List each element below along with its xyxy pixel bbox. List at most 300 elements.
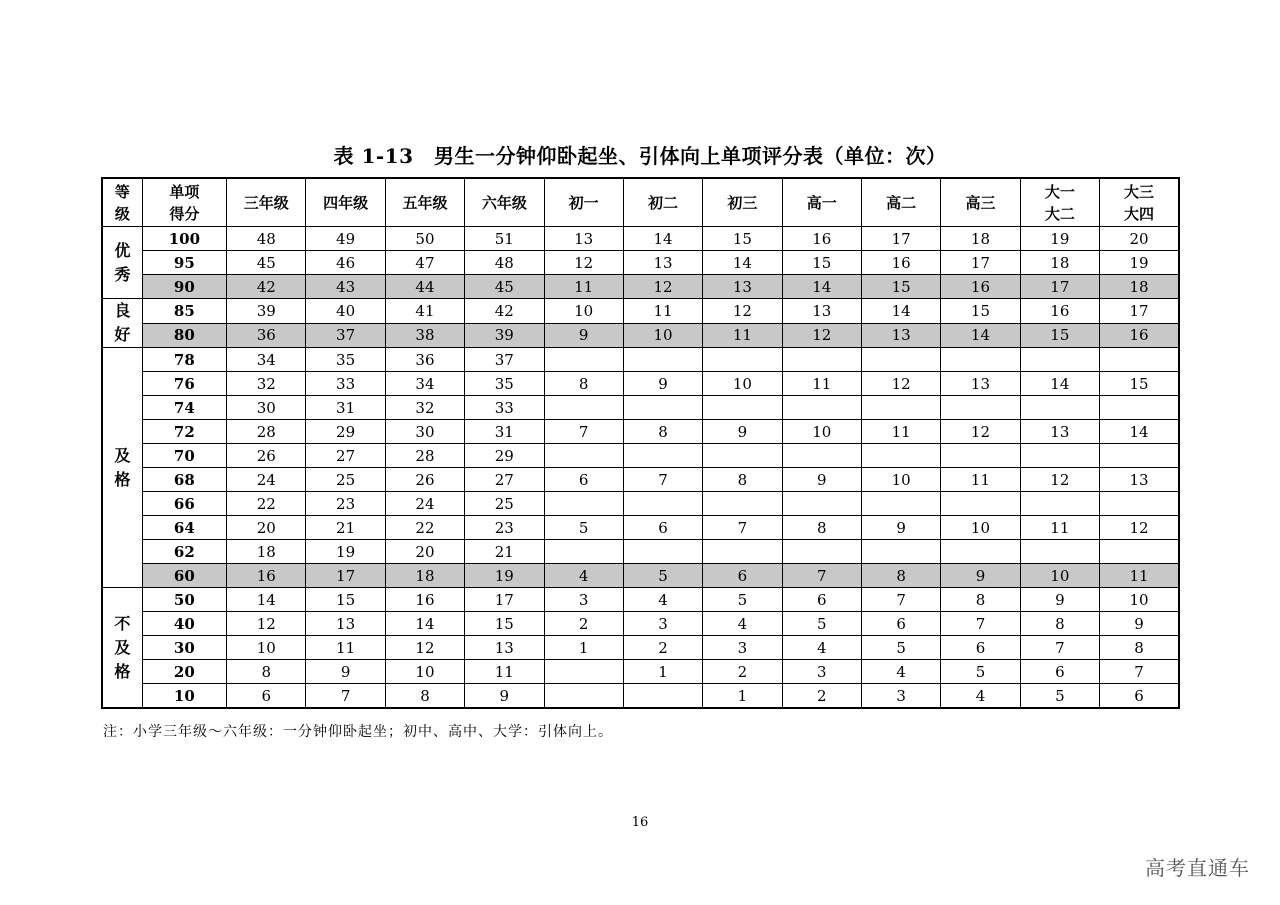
value-cell: 32 <box>385 396 464 420</box>
header-col: 大一 大二 <box>1020 178 1099 227</box>
value-cell: 19 <box>1100 251 1179 275</box>
score-cell: 78 <box>142 348 226 372</box>
table-row <box>102 468 1179 492</box>
value-cell <box>861 396 940 420</box>
value-cell: 11 <box>1100 564 1179 588</box>
table-row <box>102 275 1179 299</box>
value-cell: 19 <box>306 540 385 564</box>
value-cell: 13 <box>623 251 702 275</box>
value-cell: 3 <box>703 636 782 660</box>
score-cell: 95 <box>142 251 226 275</box>
table-row <box>102 540 1179 564</box>
value-cell: 13 <box>544 227 623 251</box>
score-cell: 40 <box>142 612 226 636</box>
value-cell: 12 <box>227 612 306 636</box>
value-cell: 20 <box>227 516 306 540</box>
value-cell: 18 <box>385 564 464 588</box>
value-cell: 37 <box>306 323 385 348</box>
value-cell: 8 <box>1020 612 1099 636</box>
table-row <box>102 372 1179 396</box>
value-cell: 8 <box>941 588 1020 612</box>
value-cell: 31 <box>306 396 385 420</box>
value-cell: 6 <box>227 684 306 709</box>
value-cell <box>623 348 702 372</box>
value-cell: 12 <box>861 372 940 396</box>
value-cell: 11 <box>941 468 1020 492</box>
value-cell: 11 <box>703 323 782 348</box>
value-cell: 6 <box>703 564 782 588</box>
value-cell: 15 <box>941 299 1020 324</box>
value-cell: 33 <box>465 396 544 420</box>
header-col: 初三 <box>703 178 782 227</box>
value-cell: 8 <box>623 420 702 444</box>
value-cell: 11 <box>465 660 544 684</box>
grade-label: 及 格 <box>102 348 142 588</box>
header-col: 六年级 <box>465 178 544 227</box>
value-cell: 9 <box>1020 588 1099 612</box>
value-cell: 30 <box>227 396 306 420</box>
value-cell: 2 <box>544 612 623 636</box>
value-cell: 8 <box>227 660 306 684</box>
value-cell: 14 <box>623 227 702 251</box>
table-row <box>102 612 1179 636</box>
value-cell: 2 <box>623 636 702 660</box>
value-cell: 13 <box>306 612 385 636</box>
value-cell: 15 <box>306 588 385 612</box>
value-cell: 6 <box>1020 660 1099 684</box>
value-cell: 41 <box>385 299 464 324</box>
value-cell: 8 <box>861 564 940 588</box>
value-cell: 21 <box>465 540 544 564</box>
value-cell: 25 <box>306 468 385 492</box>
grade-label: 优 秀 <box>102 227 142 299</box>
value-cell: 34 <box>227 348 306 372</box>
value-cell: 37 <box>465 348 544 372</box>
score-cell: 50 <box>142 588 226 612</box>
value-cell: 10 <box>227 636 306 660</box>
value-cell: 14 <box>1020 372 1099 396</box>
value-cell: 4 <box>623 588 702 612</box>
value-cell: 9 <box>623 372 702 396</box>
value-cell: 6 <box>1100 684 1179 709</box>
value-cell: 10 <box>623 323 702 348</box>
value-cell: 28 <box>385 444 464 468</box>
value-cell <box>1020 492 1099 516</box>
value-cell: 9 <box>1100 612 1179 636</box>
value-cell: 24 <box>385 492 464 516</box>
score-cell: 80 <box>142 323 226 348</box>
value-cell: 33 <box>306 372 385 396</box>
value-cell: 14 <box>227 588 306 612</box>
table-title: 表 1-13 男生一分钟仰卧起坐、引体向上单项评分表（单位：次） <box>333 144 947 168</box>
value-cell: 12 <box>385 636 464 660</box>
value-cell <box>782 348 861 372</box>
table-row <box>102 660 1179 684</box>
header-grade: 等 级 <box>102 178 142 227</box>
value-cell <box>1020 540 1099 564</box>
value-cell: 10 <box>1100 588 1179 612</box>
value-cell: 9 <box>306 660 385 684</box>
value-cell: 12 <box>703 299 782 324</box>
value-cell: 9 <box>703 420 782 444</box>
value-cell: 8 <box>544 372 623 396</box>
value-cell <box>941 444 1020 468</box>
value-cell: 17 <box>465 588 544 612</box>
header-col: 高三 <box>941 178 1020 227</box>
header-col: 初一 <box>544 178 623 227</box>
value-cell: 48 <box>227 227 306 251</box>
value-cell <box>544 492 623 516</box>
value-cell: 8 <box>782 516 861 540</box>
value-cell: 48 <box>465 251 544 275</box>
value-cell <box>623 396 702 420</box>
grade-label: 不 及 格 <box>102 588 142 709</box>
value-cell <box>1100 396 1179 420</box>
score-cell: 90 <box>142 275 226 299</box>
value-cell <box>861 348 940 372</box>
value-cell: 10 <box>385 660 464 684</box>
value-cell: 12 <box>1100 516 1179 540</box>
value-cell: 8 <box>703 468 782 492</box>
value-cell: 17 <box>861 227 940 251</box>
header-col: 高一 <box>782 178 861 227</box>
score-cell: 62 <box>142 540 226 564</box>
value-cell <box>861 444 940 468</box>
value-cell: 11 <box>306 636 385 660</box>
table-row <box>102 251 1179 275</box>
value-cell: 12 <box>782 323 861 348</box>
value-cell: 42 <box>227 275 306 299</box>
value-cell: 7 <box>861 588 940 612</box>
value-cell: 17 <box>1100 299 1179 324</box>
value-cell: 15 <box>1020 323 1099 348</box>
value-cell: 16 <box>861 251 940 275</box>
value-cell: 13 <box>1020 420 1099 444</box>
value-cell: 44 <box>385 275 464 299</box>
watermark: 高考直通车 <box>1145 856 1250 880</box>
value-cell: 12 <box>544 251 623 275</box>
value-cell: 14 <box>385 612 464 636</box>
value-cell: 29 <box>465 444 544 468</box>
table-row <box>102 564 1179 588</box>
scoring-table <box>101 177 1180 709</box>
value-cell <box>1100 492 1179 516</box>
value-cell: 11 <box>782 372 861 396</box>
value-cell: 16 <box>385 588 464 612</box>
value-cell: 11 <box>623 299 702 324</box>
value-cell: 28 <box>227 420 306 444</box>
value-cell: 20 <box>1100 227 1179 251</box>
value-cell <box>782 540 861 564</box>
score-cell: 85 <box>142 299 226 324</box>
value-cell: 7 <box>1100 660 1179 684</box>
value-cell: 15 <box>703 227 782 251</box>
value-cell <box>1100 540 1179 564</box>
value-cell: 13 <box>941 372 1020 396</box>
header-score: 单项 得分 <box>142 178 226 227</box>
value-cell: 9 <box>465 684 544 709</box>
value-cell: 26 <box>227 444 306 468</box>
value-cell: 22 <box>227 492 306 516</box>
value-cell <box>703 348 782 372</box>
value-cell <box>1100 348 1179 372</box>
value-cell <box>544 396 623 420</box>
value-cell: 3 <box>623 612 702 636</box>
value-cell <box>544 444 623 468</box>
table-row <box>102 444 1179 468</box>
value-cell: 10 <box>941 516 1020 540</box>
value-cell: 12 <box>623 275 702 299</box>
value-cell: 3 <box>782 660 861 684</box>
table-note: 注：小学三年级～六年级：一分钟仰卧起坐；初中、高中、大学：引体向上。 <box>103 724 613 740</box>
value-cell: 25 <box>465 492 544 516</box>
value-cell: 23 <box>465 516 544 540</box>
value-cell: 5 <box>782 612 861 636</box>
value-cell: 17 <box>941 251 1020 275</box>
value-cell: 19 <box>1020 227 1099 251</box>
value-cell: 20 <box>385 540 464 564</box>
score-cell: 70 <box>142 444 226 468</box>
table-row <box>102 396 1179 420</box>
value-cell: 24 <box>227 468 306 492</box>
value-cell: 14 <box>1100 420 1179 444</box>
value-cell: 5 <box>703 588 782 612</box>
value-cell: 11 <box>544 275 623 299</box>
value-cell: 36 <box>227 323 306 348</box>
score-cell: 66 <box>142 492 226 516</box>
value-cell <box>782 396 861 420</box>
value-cell: 31 <box>465 420 544 444</box>
value-cell <box>1020 396 1099 420</box>
value-cell: 4 <box>861 660 940 684</box>
value-cell: 14 <box>703 251 782 275</box>
value-cell: 43 <box>306 275 385 299</box>
value-cell <box>861 492 940 516</box>
value-cell: 50 <box>385 227 464 251</box>
value-cell: 7 <box>782 564 861 588</box>
score-cell: 64 <box>142 516 226 540</box>
value-cell: 16 <box>1100 323 1179 348</box>
score-cell: 100 <box>142 227 226 251</box>
value-cell: 6 <box>941 636 1020 660</box>
value-cell <box>623 492 702 516</box>
value-cell: 26 <box>385 468 464 492</box>
value-cell <box>703 492 782 516</box>
value-cell: 1 <box>544 636 623 660</box>
value-cell: 18 <box>227 540 306 564</box>
value-cell: 17 <box>1020 275 1099 299</box>
value-cell: 10 <box>703 372 782 396</box>
value-cell: 10 <box>861 468 940 492</box>
value-cell: 5 <box>623 564 702 588</box>
value-cell: 5 <box>544 516 623 540</box>
value-cell: 14 <box>861 299 940 324</box>
value-cell: 4 <box>544 564 623 588</box>
value-cell: 46 <box>306 251 385 275</box>
value-cell: 8 <box>385 684 464 709</box>
value-cell: 39 <box>227 299 306 324</box>
value-cell: 6 <box>544 468 623 492</box>
value-cell: 18 <box>1100 275 1179 299</box>
value-cell <box>544 660 623 684</box>
value-cell: 10 <box>782 420 861 444</box>
header-col: 四年级 <box>306 178 385 227</box>
value-cell: 15 <box>782 251 861 275</box>
value-cell: 27 <box>465 468 544 492</box>
value-cell: 5 <box>1020 684 1099 709</box>
value-cell <box>941 540 1020 564</box>
table-row <box>102 299 1179 324</box>
value-cell <box>623 684 702 709</box>
value-cell: 10 <box>544 299 623 324</box>
table-row <box>102 348 1179 372</box>
value-cell: 10 <box>1020 564 1099 588</box>
table-row <box>102 636 1179 660</box>
value-cell: 11 <box>1020 516 1099 540</box>
value-cell: 17 <box>306 564 385 588</box>
value-cell <box>941 348 1020 372</box>
value-cell: 8 <box>1100 636 1179 660</box>
value-cell: 47 <box>385 251 464 275</box>
value-cell <box>544 540 623 564</box>
value-cell <box>544 348 623 372</box>
value-cell: 16 <box>782 227 861 251</box>
score-cell: 30 <box>142 636 226 660</box>
value-cell: 7 <box>703 516 782 540</box>
value-cell: 45 <box>227 251 306 275</box>
value-cell <box>703 444 782 468</box>
value-cell: 2 <box>782 684 861 709</box>
value-cell: 35 <box>465 372 544 396</box>
value-cell: 15 <box>1100 372 1179 396</box>
value-cell: 49 <box>306 227 385 251</box>
value-cell: 7 <box>941 612 1020 636</box>
value-cell <box>544 684 623 709</box>
value-cell: 13 <box>465 636 544 660</box>
value-cell: 19 <box>465 564 544 588</box>
value-cell: 5 <box>941 660 1020 684</box>
value-cell: 14 <box>941 323 1020 348</box>
value-cell: 51 <box>465 227 544 251</box>
value-cell: 9 <box>544 323 623 348</box>
value-cell <box>861 540 940 564</box>
value-cell <box>703 540 782 564</box>
value-cell: 4 <box>941 684 1020 709</box>
value-cell <box>1100 444 1179 468</box>
value-cell: 15 <box>861 275 940 299</box>
value-cell: 6 <box>623 516 702 540</box>
value-cell: 18 <box>1020 251 1099 275</box>
value-cell: 1 <box>623 660 702 684</box>
value-cell <box>782 492 861 516</box>
score-cell: 10 <box>142 684 226 709</box>
value-cell <box>623 444 702 468</box>
value-cell: 5 <box>861 636 940 660</box>
score-cell: 76 <box>142 372 226 396</box>
value-cell: 39 <box>465 323 544 348</box>
score-cell: 20 <box>142 660 226 684</box>
value-cell: 29 <box>306 420 385 444</box>
value-cell: 16 <box>227 564 306 588</box>
value-cell: 9 <box>941 564 1020 588</box>
value-cell <box>703 396 782 420</box>
value-cell: 30 <box>385 420 464 444</box>
value-cell <box>941 396 1020 420</box>
value-cell: 13 <box>703 275 782 299</box>
value-cell: 4 <box>782 636 861 660</box>
value-cell: 35 <box>306 348 385 372</box>
value-cell: 38 <box>385 323 464 348</box>
header-col: 初二 <box>623 178 702 227</box>
table-row <box>102 516 1179 540</box>
table-body <box>102 227 1179 709</box>
value-cell: 12 <box>1020 468 1099 492</box>
table-row <box>102 492 1179 516</box>
value-cell: 12 <box>941 420 1020 444</box>
value-cell <box>941 492 1020 516</box>
score-cell: 60 <box>142 564 226 588</box>
value-cell: 7 <box>1020 636 1099 660</box>
value-cell: 40 <box>306 299 385 324</box>
value-cell <box>623 540 702 564</box>
value-cell: 7 <box>623 468 702 492</box>
value-cell: 9 <box>782 468 861 492</box>
value-cell: 7 <box>306 684 385 709</box>
value-cell: 13 <box>1100 468 1179 492</box>
value-cell: 13 <box>861 323 940 348</box>
page-number: 16 <box>631 815 649 830</box>
header-col: 三年级 <box>227 178 306 227</box>
value-cell: 1 <box>703 684 782 709</box>
score-cell: 72 <box>142 420 226 444</box>
value-cell <box>1020 444 1099 468</box>
score-cell: 74 <box>142 396 226 420</box>
value-cell: 3 <box>861 684 940 709</box>
value-cell: 2 <box>703 660 782 684</box>
value-cell: 6 <box>861 612 940 636</box>
value-cell: 15 <box>465 612 544 636</box>
value-cell: 34 <box>385 372 464 396</box>
grade-label: 良 好 <box>102 299 142 348</box>
value-cell: 32 <box>227 372 306 396</box>
value-cell: 16 <box>1020 299 1099 324</box>
header-col: 五年级 <box>385 178 464 227</box>
value-cell: 11 <box>861 420 940 444</box>
value-cell: 18 <box>941 227 1020 251</box>
value-cell: 4 <box>703 612 782 636</box>
value-cell: 45 <box>465 275 544 299</box>
value-cell: 16 <box>941 275 1020 299</box>
header-col: 高二 <box>861 178 940 227</box>
value-cell: 9 <box>861 516 940 540</box>
value-cell: 22 <box>385 516 464 540</box>
header-col: 大三 大四 <box>1100 178 1179 227</box>
value-cell: 27 <box>306 444 385 468</box>
table-row <box>102 684 1179 709</box>
table-row <box>102 227 1179 251</box>
table-row <box>102 323 1179 348</box>
value-cell: 21 <box>306 516 385 540</box>
value-cell: 7 <box>544 420 623 444</box>
value-cell: 3 <box>544 588 623 612</box>
value-cell: 36 <box>385 348 464 372</box>
value-cell: 42 <box>465 299 544 324</box>
value-cell <box>782 444 861 468</box>
value-cell: 13 <box>782 299 861 324</box>
value-cell: 14 <box>782 275 861 299</box>
score-cell: 68 <box>142 468 226 492</box>
value-cell <box>1020 348 1099 372</box>
